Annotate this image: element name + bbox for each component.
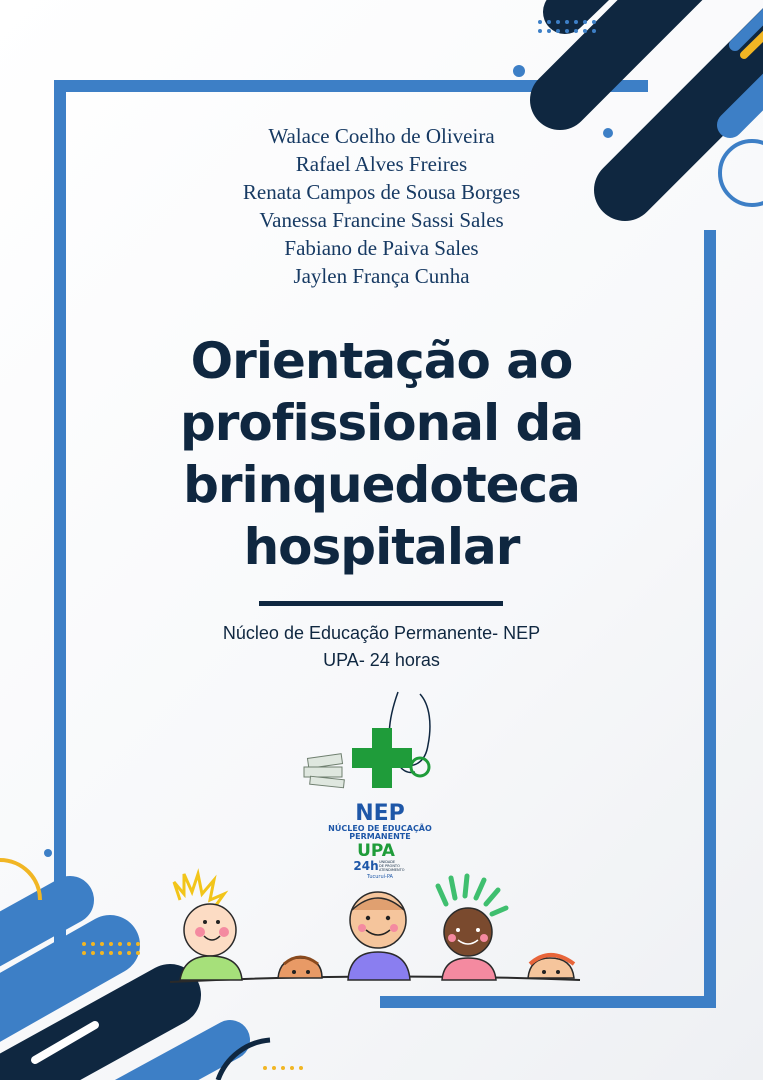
title-divider bbox=[259, 601, 503, 606]
dot-accent bbox=[44, 849, 52, 857]
author-name: Vanessa Francine Sassi Sales bbox=[259, 208, 504, 232]
title-line: brinquedoteca bbox=[183, 456, 580, 514]
upa-small-text: DE PRONTO bbox=[379, 864, 400, 868]
author-name: Walace Coelho de Oliveira bbox=[268, 124, 495, 148]
upa-hours-text: 24h bbox=[353, 859, 379, 873]
nep-full-text: NÚCLEO DE EDUCAÇÃO bbox=[328, 824, 432, 833]
child-figure bbox=[438, 876, 506, 980]
upa-city-text: Tucuruí-PA bbox=[367, 874, 393, 880]
upa-small-text: UNIDADE bbox=[379, 860, 396, 864]
upa-logo-text: UPA bbox=[357, 841, 395, 861]
child-figure bbox=[174, 874, 242, 980]
subtitle-line: UPA- 24 horas bbox=[323, 650, 440, 670]
medical-cross-icon bbox=[352, 728, 412, 788]
upa-small-text: ATENDIMENTO bbox=[379, 868, 405, 872]
author-name: Jaylen França Cunha bbox=[293, 264, 470, 288]
subtitle-line: Núcleo de Educação Permanente- NEP bbox=[222, 623, 541, 643]
nep-upa-logo bbox=[300, 690, 460, 880]
author-name: Rafael Alves Freires bbox=[295, 152, 468, 176]
child-figure bbox=[528, 955, 574, 978]
books-icon bbox=[304, 754, 344, 788]
child-figure bbox=[348, 892, 410, 980]
children-illustration bbox=[150, 860, 590, 995]
author-name: Renata Campos de Sousa Borges bbox=[242, 180, 521, 204]
document-title bbox=[0, 330, 763, 578]
author-name: Fabiano de Paiva Sales bbox=[284, 236, 479, 260]
dot-accent bbox=[513, 65, 525, 77]
title-line: Orientação ao bbox=[190, 332, 573, 390]
title-line: profissional da bbox=[179, 394, 584, 452]
title-line: hospitalar bbox=[243, 518, 520, 576]
author-list bbox=[0, 122, 763, 290]
child-figure bbox=[278, 957, 322, 978]
nep-logo-text: NEP bbox=[355, 801, 405, 826]
institution-subtitle bbox=[0, 620, 763, 674]
nep-full-text: PERMANENTE bbox=[349, 832, 411, 841]
